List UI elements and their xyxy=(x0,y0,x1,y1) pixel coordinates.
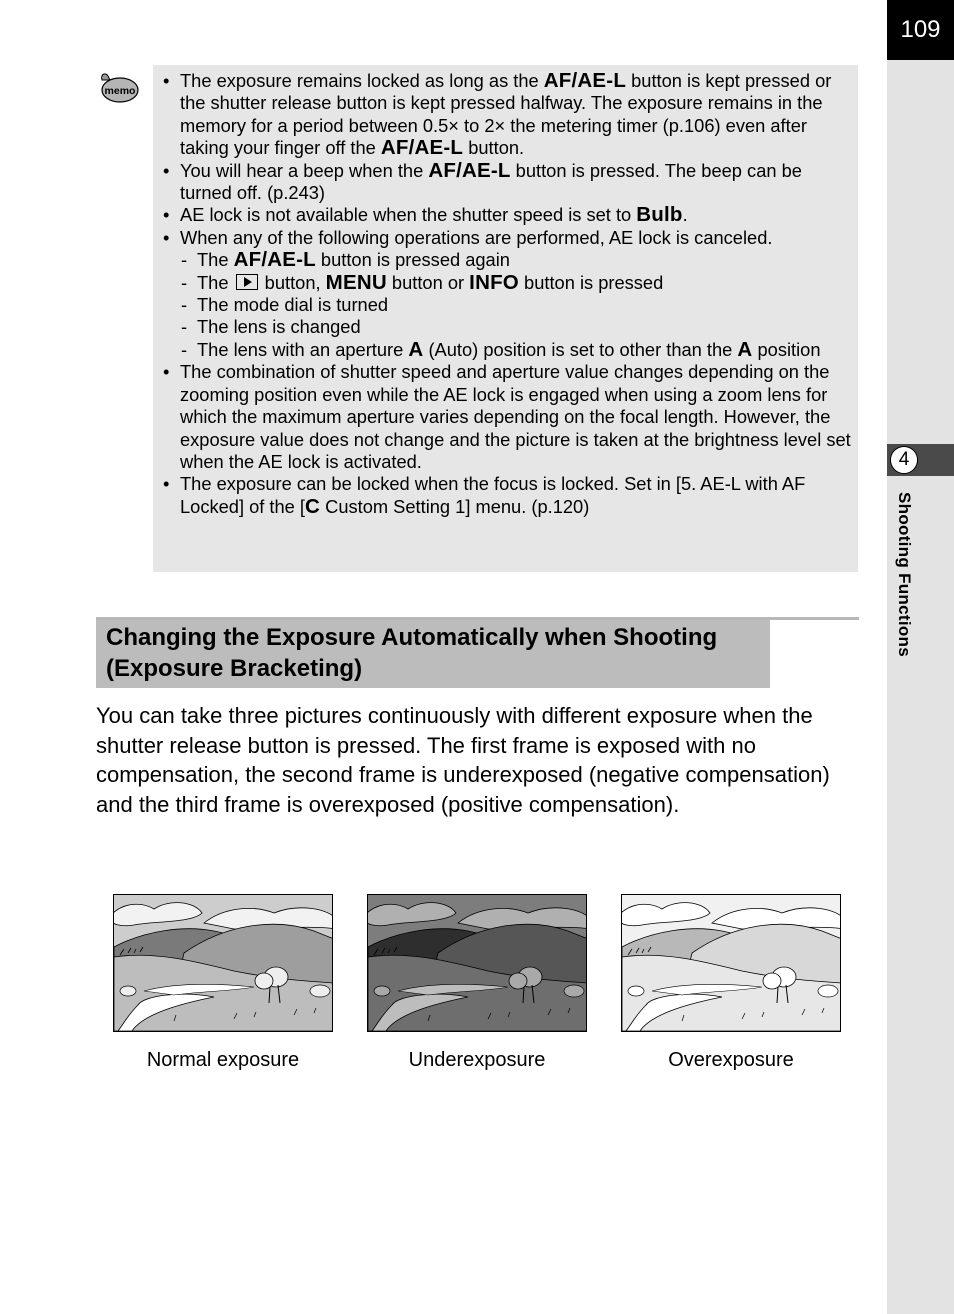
memo-text: button is pressed again xyxy=(315,249,510,271)
picture-overexposure xyxy=(621,894,841,1032)
memo-subitem xyxy=(163,272,853,294)
memo-text: Custom Setting 1] menu. (p.120) xyxy=(320,495,590,517)
playback-icon xyxy=(236,274,258,290)
memo-text: The exposure remains locked as long as the xyxy=(180,70,544,91)
section-body: You can take three pictures continuously with different exposure when the shutter release button is pressed. The first frame is exposed with no compensation, the second frame is underexposed (negative compensation) and the third frame is overexposed (positive compensation). xyxy=(96,703,830,817)
memo-icon xyxy=(98,70,140,106)
picture-normal-exposure xyxy=(113,894,333,1032)
memo-text: The combination of shutter speed and aperture value changes depending on the zooming position even while the AE lock is engaged when using a zoom lens for which the maximum aperture varies depending on the focal length. However, the exposure value does not change and the picture is taken at the brightness level set when the AE lock is activated. xyxy=(180,361,851,472)
memo-text: The mode dial is turned xyxy=(197,294,389,316)
chapter-title: Shooting Functions xyxy=(895,492,914,657)
button-keyword: AF/AE-L xyxy=(233,248,316,272)
section-heading-line2: (Exposure Bracketing) xyxy=(106,655,363,682)
picture-underexposure xyxy=(367,894,587,1032)
memo-text: AE lock is not available when the shutter speed is set to xyxy=(180,204,637,226)
memo-list xyxy=(163,70,853,518)
button-keyword: AF/AE-L xyxy=(380,136,464,160)
memo-text: When any of the following operations are performed, AE lock is canceled. xyxy=(180,226,773,248)
page-number: 109 xyxy=(887,0,954,60)
button-keyword: A xyxy=(408,337,424,361)
memo-text: button is kept pressed or the shutter release button is kept pressed halfway. The exposure remains in the memory for a period between 0.5× to 2× the metering timer (p.106) even after taking your finger off the xyxy=(180,70,832,159)
memo-subitem xyxy=(163,339,853,361)
memo-item xyxy=(163,70,853,160)
memo-text: The lens is changed xyxy=(197,316,361,338)
memo-text: The exposure can be locked when the focus is locked. Set in [5. AE-L with AF Locked] of the [ xyxy=(180,473,806,517)
memo-text: button or xyxy=(386,271,470,293)
memo-text: position xyxy=(752,338,821,360)
button-keyword: AF/AE-L xyxy=(543,69,627,92)
button-keyword: INFO xyxy=(469,270,519,294)
section-heading-line1: Changing the Exposure Automatically when Shooting xyxy=(106,624,718,651)
memo-item xyxy=(163,227,853,249)
memo-text: button. xyxy=(463,137,525,159)
chapter-edge-strip xyxy=(887,0,954,1314)
memo-text: The xyxy=(197,249,234,271)
caption-underexposure: Underexposure xyxy=(408,1049,546,1071)
button-keyword: A xyxy=(737,337,753,361)
memo-text: The xyxy=(197,271,234,293)
memo-text: button is pressed. The beep can be turned off. (p.243) xyxy=(180,159,802,204)
memo-text: . xyxy=(682,204,688,226)
memo-item xyxy=(163,160,853,205)
memo-subitem xyxy=(163,316,853,338)
button-keyword: MENU xyxy=(325,270,387,294)
button-keyword: C xyxy=(305,494,321,518)
button-keyword: AF/AE-L xyxy=(428,158,511,182)
memo-subitem xyxy=(163,249,853,271)
chapter-number: 4 xyxy=(890,446,918,474)
memo-item xyxy=(163,361,853,473)
memo-text: button, xyxy=(259,271,326,293)
caption-normal-exposure: Normal exposure xyxy=(146,1049,300,1071)
section-heading xyxy=(96,620,770,688)
caption-overexposure: Overexposure xyxy=(668,1049,794,1071)
memo-text: The lens with an aperture xyxy=(197,338,409,360)
memo-subitem xyxy=(163,294,853,316)
button-keyword: Bulb xyxy=(636,203,683,227)
memo-text: button is pressed xyxy=(518,271,664,293)
svg-text:memo: memo xyxy=(104,85,136,97)
memo-text: You will hear a beep when the xyxy=(180,159,429,181)
memo-item xyxy=(163,204,853,226)
memo-text: (Auto) position is set to other than the xyxy=(423,338,738,360)
memo-item xyxy=(163,473,853,518)
